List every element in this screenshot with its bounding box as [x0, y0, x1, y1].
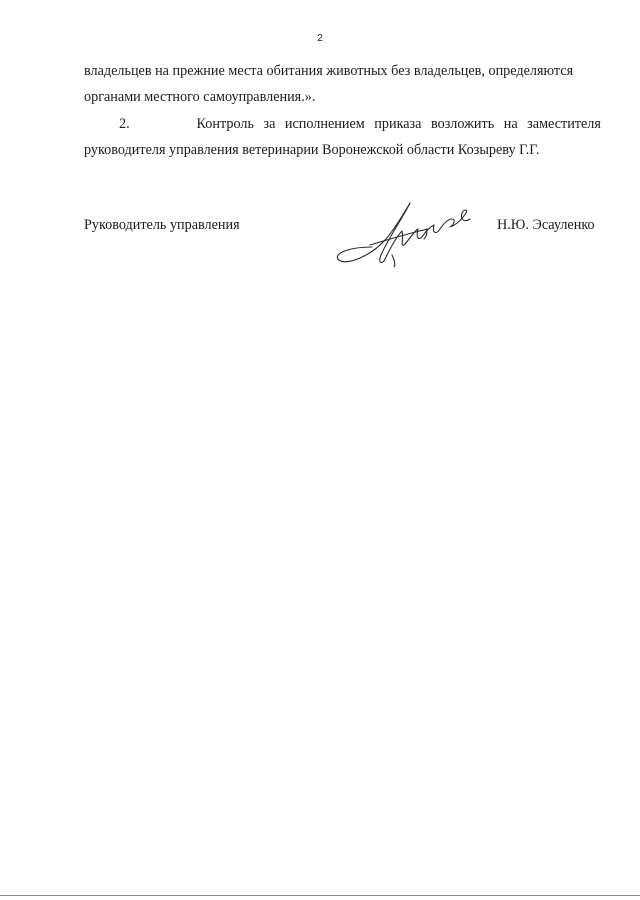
scan-bottom-edge — [0, 895, 640, 896]
item-2-word: приказа — [374, 116, 422, 132]
continuation-line-2: органами местного самоуправления.». — [84, 89, 316, 105]
item-2-first-line — [84, 111, 601, 137]
item-2-word: Контроль — [196, 116, 254, 132]
item-2-word: возложить — [431, 116, 495, 132]
handwritten-signature — [330, 195, 480, 267]
item-2-word: за — [263, 116, 276, 132]
item-2-number: 2. — [119, 116, 130, 132]
signatory-position: Руководитель управления — [84, 217, 240, 233]
item-2-word: исполнением — [284, 116, 365, 132]
item-2-word: на — [503, 116, 518, 132]
item-2-paragraph — [84, 111, 601, 163]
continuation-paragraph — [84, 58, 601, 110]
page-number: 2 — [317, 33, 323, 44]
item-2-word: заместителя — [527, 116, 601, 132]
continuation-line-1: владельцев на прежние места обитания животных без владельцев, определяются — [84, 63, 574, 79]
signatory-name: Н.Ю. Эсауленко — [497, 217, 595, 233]
item-2-line-2: руководителя управления ветеринарии Воронежской области Козыреву Г.Г. — [84, 142, 540, 158]
